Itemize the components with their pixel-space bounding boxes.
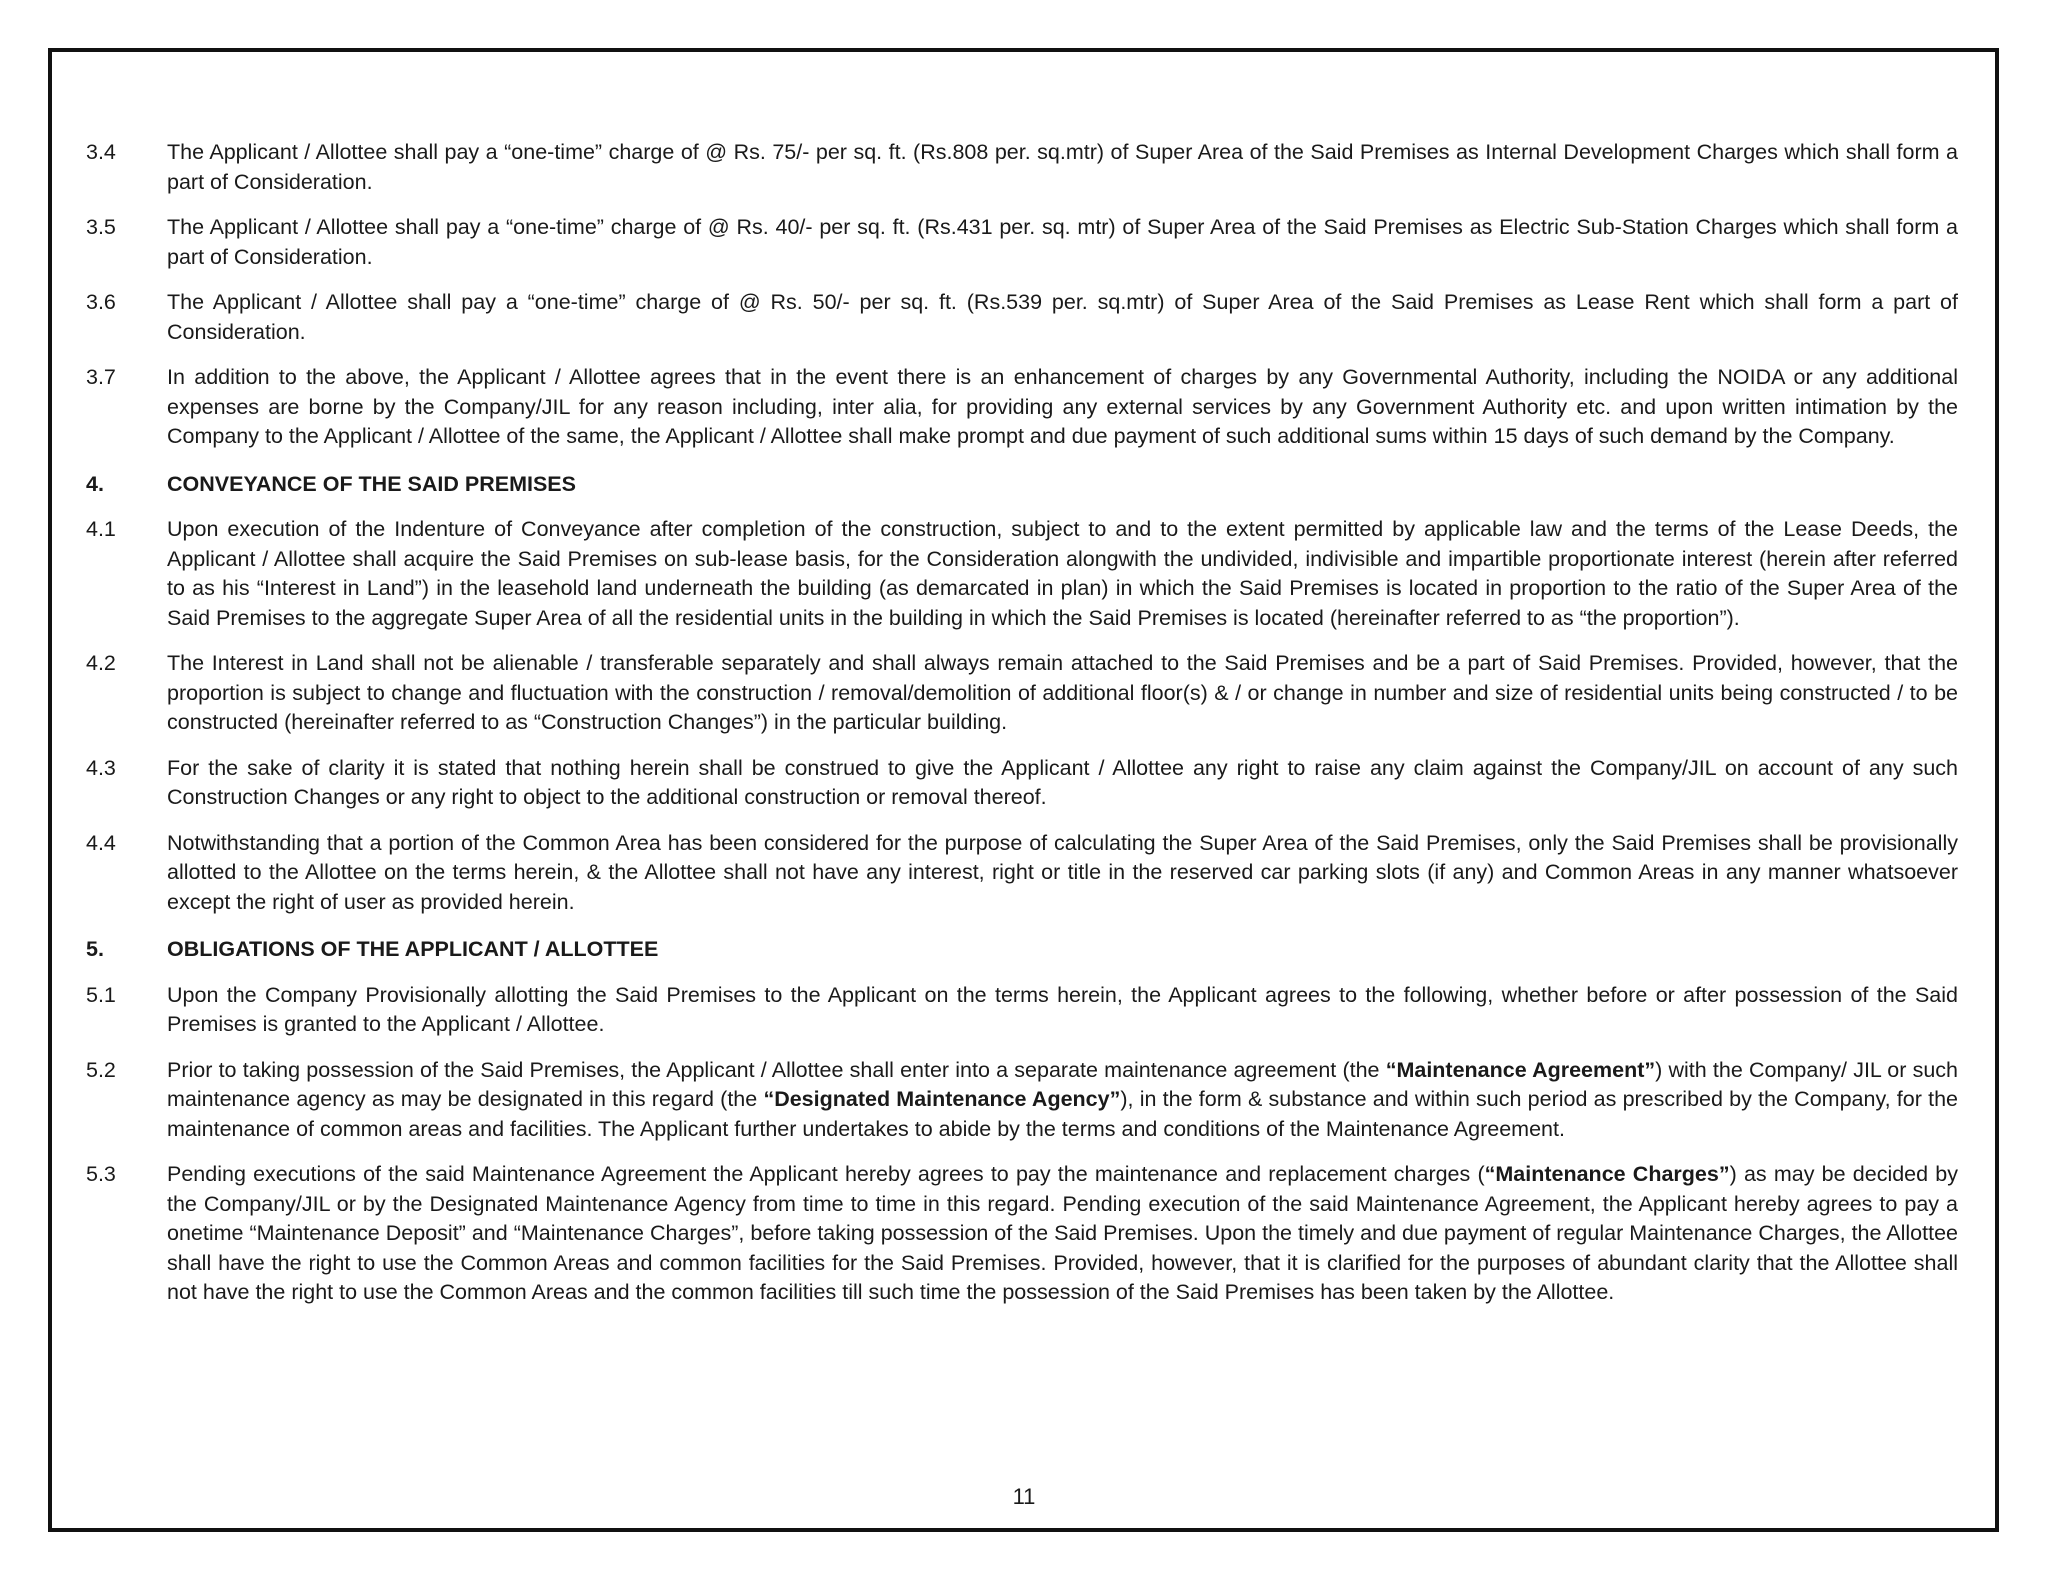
clause-3-6 [86, 288, 1958, 347]
section-number: 4. [86, 471, 104, 496]
text-run: ) with the Company/ JIL or such maintenance agency as may be designated in this regard (the [167, 1057, 1958, 1111]
clause-number: 5.2 [86, 1057, 116, 1082]
clause-5-3 [86, 1160, 1958, 1308]
section-number: 5. [86, 937, 104, 961]
clause-number: 4.4 [86, 830, 116, 855]
page-number: 11 [1012, 1484, 1036, 1509]
clause-number: 4.2 [86, 651, 116, 675]
clause-4-3 [86, 754, 1958, 813]
clause-number: 3.5 [86, 215, 116, 239]
defined-term-maintenance-charges: “Maintenance Charges” [1484, 1162, 1730, 1186]
clause-number: 3.4 [86, 140, 116, 164]
text-run: Pending executions of the said Maintenance Agreement the Applicant hereby agrees to pay the maintenance and replacement charges ( [167, 1162, 1485, 1186]
clause-number: 3.7 [86, 365, 116, 389]
clause-text: Notwithstanding that a portion of the Common Area has been considered for the purpose of calculating the Super Area of the Said Premises, only the Said Premises shall be provisionally allotted to the Allottee on the terms herein, & the Allottee shall not have any interest, right or title in the reserved car parking slots (if any) and Common Areas in any manner whatsoever except the right of user as provided herein. [167, 830, 1958, 914]
clause-text [167, 1160, 1958, 1308]
clause-number: 4.3 [86, 755, 116, 780]
clause-text: For the sake of clarity it is stated that nothing herein shall be construed to give the Applicant / Allottee any right to raise any claim against the Company/JIL on account of any such Construction Changes or any right to object to the additional construction or removal thereof. [167, 755, 1958, 809]
defined-term-designated-maintenance-agency: “Designated Maintenance Agency” [763, 1087, 1121, 1111]
clause-3-4 [86, 138, 1958, 197]
clause-number: 5.1 [86, 982, 116, 1007]
text-run: ) as may be decided by the Company/JIL or by the Designated Maintenance Agency from time to time in this regard. Pending execution of the said Maintenance Agreement, the Applicant hereby agrees to pay a onetime “Maintenance Deposit” and “Maintenance Charges”, before taking possession of the Said Premises. Upon the timely and due payment of regular Maintenance Charges, the Allottee shall have the right to use the Common Areas and common facilities for the Said Premises. Provided, however, that it is clarified for the purposes of abundant clarity that the Allottee shall not have the right to use the Common Areas and the common facilities till such time the possession of the Said Premises has been taken by the Allottee. [167, 1162, 1958, 1304]
defined-term-maintenance-agreement: “Maintenance Agreement” [1385, 1057, 1656, 1082]
clause-text: In addition to the above, the Applicant / Allottee agrees that in the event there is an enhancement of charges by any Governmental Authority, including the NOIDA or any additional expenses are borne by the Company/JIL for any reason including, inter alia, for providing any external services by any Government Authority etc. and upon written intimation by the Company to the Applicant / Allottee of the same, the Applicant / Allottee shall make prompt and due payment of such additional sums within 15 days of such demand by the Company. [167, 365, 1958, 448]
document-body [86, 138, 1958, 1324]
clause-4-2 [86, 649, 1958, 738]
section-5-heading [86, 935, 1958, 965]
clause-5-2 [86, 1056, 1958, 1145]
text-run: ), in the form & substance and within such period as prescribed by the Company, for the maintenance of common areas and facilities. The Applicant further undertakes to abide by the terms and conditions of the Maintenance Agreement. [167, 1087, 1958, 1141]
clause-4-4 [86, 829, 1958, 918]
text-run: Prior to taking possession of the Said Premises, the Applicant / Allottee shall enter into a separate maintenance agreement (the [167, 1057, 1386, 1082]
clause-text: The Applicant / Allottee shall pay a “one-time” charge of @ Rs. 40/- per sq. ft. (Rs.431 per. sq. mtr) of Super Area of the Said Premises as Electric Sub-Station Charges which shall form a part of Consideration. [167, 215, 1958, 269]
clause-number: 4.1 [86, 517, 116, 541]
clause-text [167, 1056, 1958, 1145]
clause-number: 5.3 [86, 1162, 116, 1186]
clause-4-1 [86, 515, 1958, 633]
section-title: OBLIGATIONS OF THE APPLICANT / ALLOTTEE [167, 937, 659, 961]
section-4-heading [86, 470, 1958, 500]
clause-text: The Applicant / Allottee shall pay a “one-time” charge of @ Rs. 75/- per sq. ft. (Rs.808 per. sq.mtr) of Super Area of the Said Premises as Internal Development Charges which shall form a part of Consideration. [167, 140, 1958, 194]
section-title: CONVEYANCE OF THE SAID PREMISES [167, 471, 576, 496]
clause-5-1 [86, 981, 1958, 1040]
clause-3-7 [86, 363, 1958, 452]
clause-text: The Applicant / Allottee shall pay a “one-time” charge of @ Rs. 50/- per sq. ft. (Rs.539 per. sq.mtr) of Super Area of the Said Premises as Lease Rent which shall form a part of Consideration. [167, 290, 1958, 344]
clause-text: Upon execution of the Indenture of Conveyance after completion of the construction, subject to and to the extent permitted by applicable law and the terms of the Lease Deeds, the Applicant / Allottee shall acquire the Said Premises on sub-lease basis, for the Consideration alongwith the undivided, indivisible and impartible proportionate interest (herein after referred to as his “Interest in Land”) in the leasehold land underneath the building (as demarcated in plan) in which the Said Premises is located in proportion to the ratio of the Super Area of the Said Premises to the aggregate Super Area of all the residential units in the building in which the Said Premises is located (hereinafter referred to as “the proportion”). [167, 517, 1958, 630]
clause-3-5 [86, 213, 1958, 272]
clause-number: 3.6 [86, 290, 116, 314]
clause-text: Upon the Company Provisionally allotting the Said Premises to the Applicant on the terms herein, the Applicant agrees to the following, whether before or after possession of the Said Premises is granted to the Applicant / Allottee. [167, 982, 1958, 1036]
clause-text: The Interest in Land shall not be alienable / transferable separately and shall always remain attached to the Said Premises and be a part of Said Premises. Provided, however, that the proportion is subject to change and fluctuation with the construction / removal/demolition of additional floor(s) & / or change in number and size of residential units being constructed / to be constructed (hereinafter referred to as “Construction Changes”) in the particular building. [167, 651, 1958, 734]
